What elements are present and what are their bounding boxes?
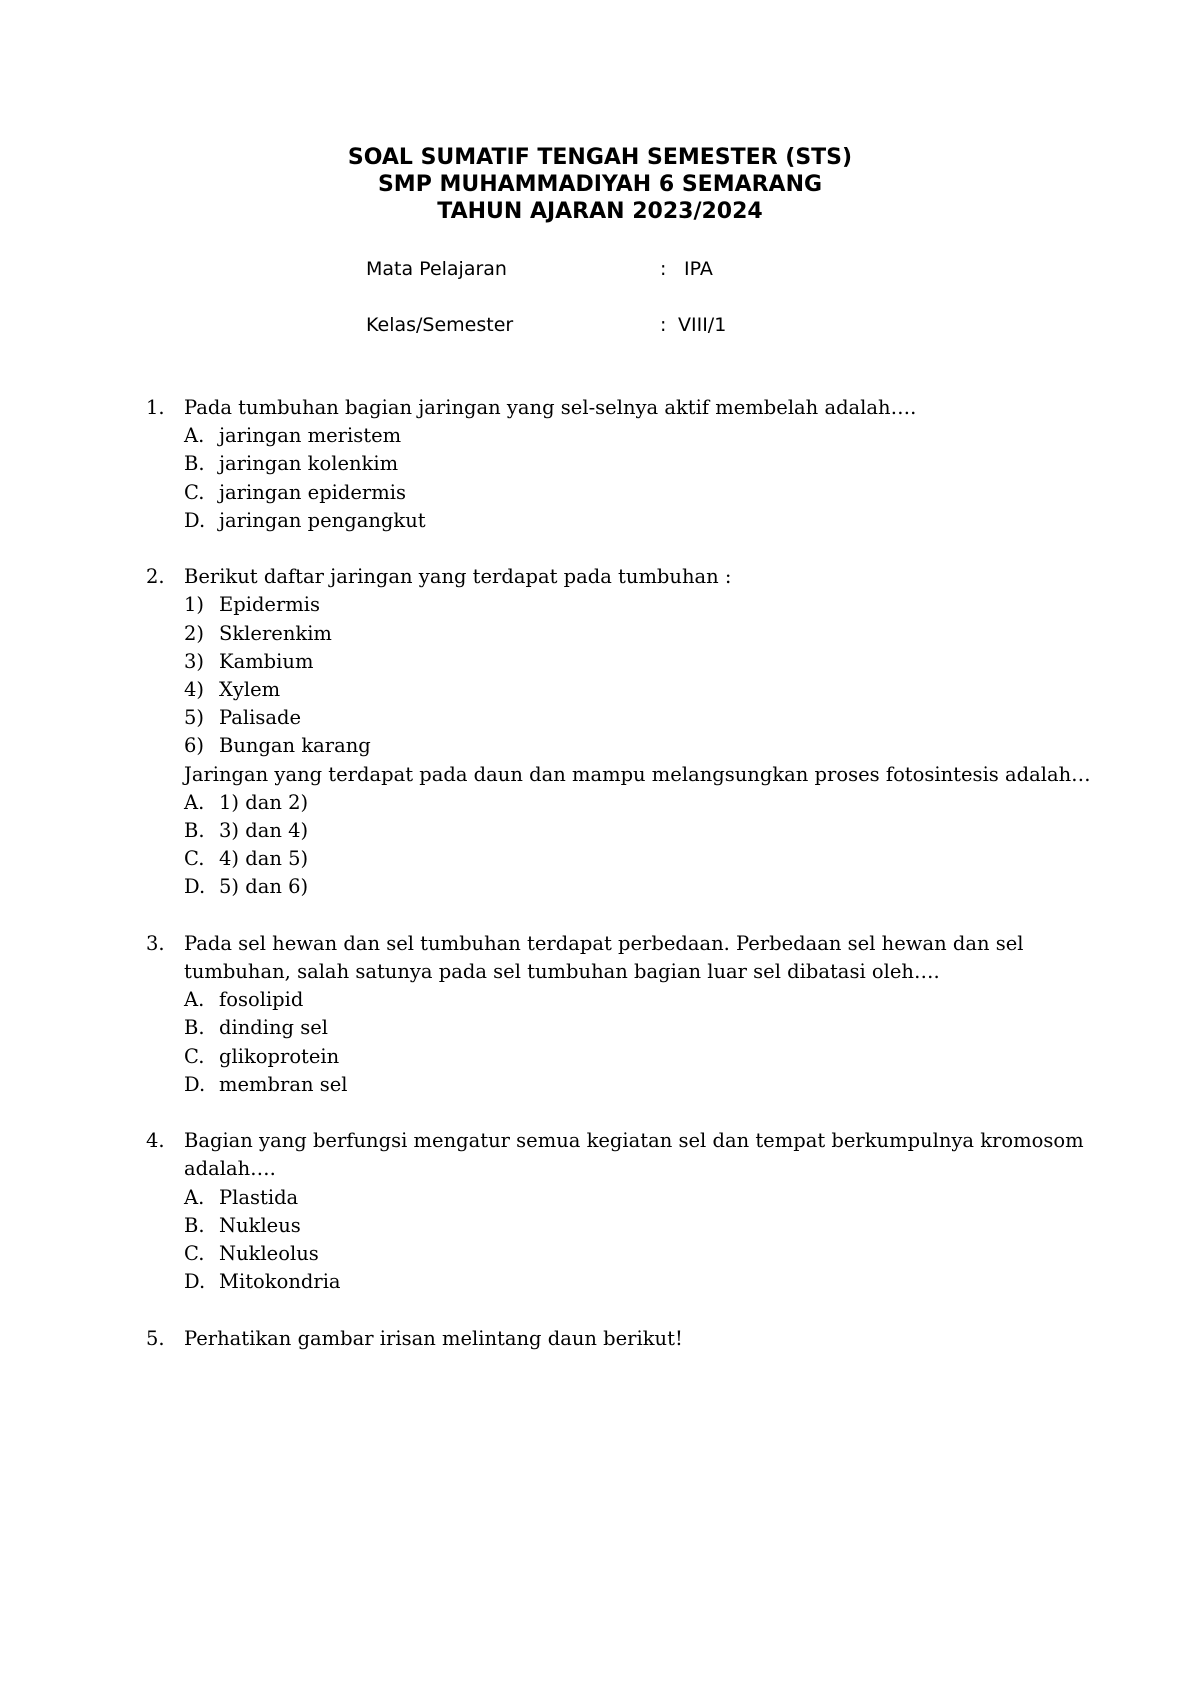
answer-option (0, 1212, 1200, 1240)
answer-option-label: A. (184, 424, 205, 448)
class-value: VIII/1 (678, 314, 727, 336)
answer-option-text: Plastida (219, 1185, 299, 1209)
answer-option-label: A. (184, 790, 205, 814)
question-text-line (0, 930, 1200, 958)
class-colon: : (660, 314, 667, 336)
tissue-list-item-label: 1) (184, 593, 205, 617)
question-text: Bagian yang berfungsi mengatur semua kegiatan sel dan tempat berkumpulnya kromosom (184, 1129, 1084, 1153)
answer-option-label: D. (184, 875, 206, 899)
tissue-list-item-text: Kambium (219, 649, 314, 673)
answer-option (0, 1043, 1200, 1071)
header-school: SMP MUHAMMADIYAH 6 SEMARANG (377, 172, 823, 197)
answer-option (0, 845, 1200, 873)
answer-option-text: 1) dan 2) (219, 790, 309, 814)
tissue-list-item-text: Sklerenkim (219, 621, 332, 645)
question-text: Perhatikan gambar irisan melintang daun berikut! (184, 1326, 683, 1350)
answer-option-label: C. (184, 480, 205, 504)
question-number: 1. (146, 396, 165, 419)
answer-option-label: B. (184, 1016, 205, 1040)
tissue-list-item (0, 732, 1200, 760)
tissue-list-item-label: 2) (184, 621, 205, 645)
question-text: adalah…. (184, 1157, 276, 1181)
answer-option-label: C. (184, 1242, 205, 1266)
answer-option-text: 3) dan 4) (219, 819, 309, 843)
question-number: 2. (146, 565, 165, 589)
tissue-list-item (0, 620, 1200, 648)
answer-option-text: Mitokondria (219, 1270, 341, 1294)
answer-option (0, 450, 1200, 478)
tissue-list-item-label: 3) (184, 649, 205, 673)
header-year: TAHUN AJARAN 2023/2024 (437, 199, 763, 224)
tissue-list-item (0, 704, 1200, 732)
question-text: tumbuhan, salah satunya pada sel tumbuhan bagian luar sel dibatasi oleh…. (184, 960, 940, 984)
tissue-list-item (0, 648, 1200, 676)
question-text: Pada sel hewan dan sel tumbuhan terdapat perbedaan. Perbedaan sel hewan dan sel (184, 931, 1024, 955)
question-text-line (0, 563, 1200, 591)
tissue-list-item-label: 4) (184, 678, 205, 702)
answer-option-text: jaringan meristem (219, 424, 402, 448)
question-text-line (0, 958, 1200, 986)
answer-option-text: glikoprotein (219, 1044, 340, 1068)
question-number: 5. (146, 1326, 165, 1350)
subject-label: Mata Pelajaran (366, 258, 507, 280)
answer-option (0, 1268, 1200, 1296)
header-title: SOAL SUMATIF TENGAH SEMESTER (STS) (347, 145, 853, 170)
answer-option-text: jaringan epidermis (219, 480, 406, 504)
answer-option (0, 422, 1200, 450)
answer-option-text: dinding sel (219, 1016, 329, 1040)
answer-option-text: 4) dan 5) (219, 847, 309, 871)
answer-option-label: B. (184, 452, 205, 476)
question-item (0, 563, 1200, 901)
answer-option-label: D. (184, 508, 206, 532)
question-item (0, 394, 1200, 535)
answer-option-text: fosolipid (219, 988, 304, 1012)
answer-option-text: Nukleolus (219, 1242, 319, 1266)
question-text: Pada tumbuhan bagian jaringan yang sel-selnya aktif membelah adalah…. (184, 396, 917, 419)
answer-option (0, 479, 1200, 507)
answer-option-label: C. (184, 847, 205, 871)
answer-option (0, 986, 1200, 1014)
tissue-list-item-text: Palisade (219, 706, 301, 730)
tissue-list-item-text: Xylem (219, 678, 281, 702)
document-header (0, 144, 1200, 225)
tissue-list-item-text: Bungan karang (219, 734, 371, 758)
question-number: 3. (146, 931, 165, 955)
answer-option (0, 1240, 1200, 1268)
answer-option-text: membran sel (219, 1072, 348, 1096)
answer-option (0, 817, 1200, 845)
answer-option-label: D. (184, 1072, 206, 1096)
answer-option (0, 1071, 1200, 1099)
subject-value: IPA (678, 258, 713, 280)
question-item (0, 1325, 1200, 1353)
question-text-line (0, 1325, 1200, 1353)
subject-colon: : (660, 258, 667, 280)
question-number: 4. (146, 1129, 165, 1153)
answer-option-label: D. (184, 1270, 206, 1294)
answer-option (0, 1184, 1200, 1212)
answer-option-label: A. (184, 988, 205, 1012)
question-text: Berikut daftar jaringan yang terdapat pada tumbuhan : (184, 565, 732, 589)
tissue-list-item-text: Epidermis (219, 593, 321, 617)
answer-option-label: B. (184, 1213, 205, 1237)
answer-option-label: C. (184, 1044, 205, 1068)
answer-option (0, 507, 1200, 535)
question-text-line (0, 394, 1200, 422)
question-text-line (0, 1155, 1200, 1183)
answer-option-text: 5) dan 6) (219, 875, 309, 899)
question-item (0, 1127, 1200, 1296)
question-prompt: Jaringan yang terdapat pada daun dan mampu melangsungkan proses fotosintesis adalah… (184, 762, 1091, 786)
answer-option-text: jaringan kolenkim (219, 452, 399, 476)
answer-option-text: Nukleus (219, 1213, 301, 1237)
question-item (0, 930, 1200, 1099)
answer-option-label: A. (184, 1185, 205, 1209)
answer-option-text: jaringan pengangkut (219, 508, 426, 532)
class-label: Kelas/Semester (366, 314, 514, 336)
answer-option-label: B. (184, 819, 205, 843)
answer-option (0, 789, 1200, 817)
question-list (0, 394, 1200, 1381)
tissue-list-item (0, 676, 1200, 704)
tissue-list-item (0, 591, 1200, 619)
tissue-list-item-label: 5) (184, 706, 205, 730)
question-text-line (0, 1127, 1200, 1155)
answer-option (0, 873, 1200, 901)
tissue-list-item-label: 6) (184, 734, 205, 758)
answer-option (0, 1014, 1200, 1042)
